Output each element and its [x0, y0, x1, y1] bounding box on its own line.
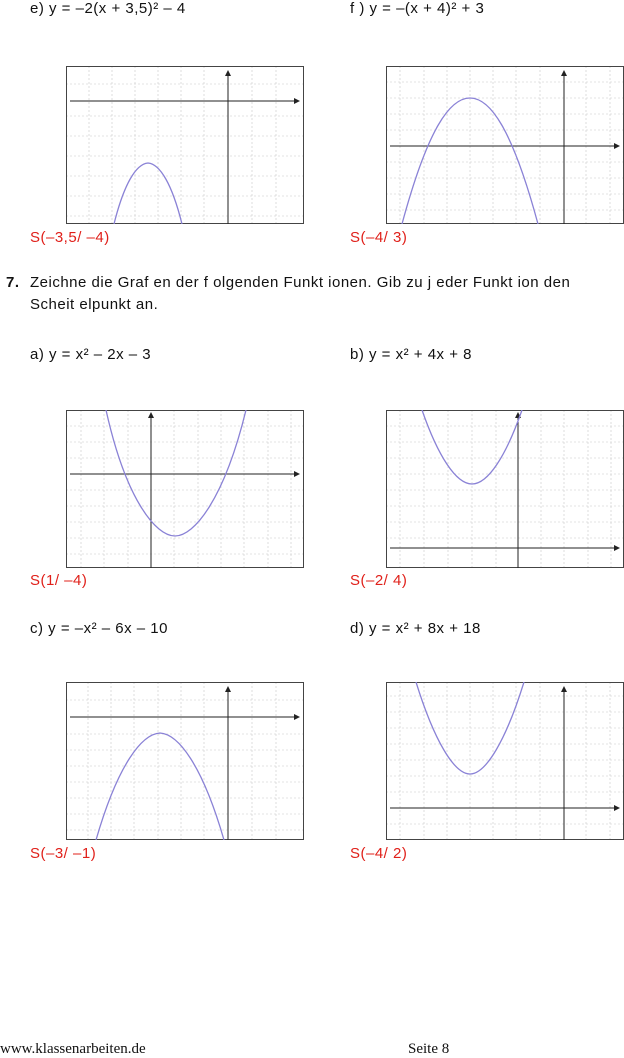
task-d-label: d) y = x² + 8x + 18: [350, 620, 481, 637]
grid: [66, 682, 304, 840]
answer-c: S(–3/ –1): [30, 845, 97, 862]
graph-a: [66, 410, 304, 568]
parabola-c: [96, 733, 224, 840]
footer-page: Seite 8: [408, 1041, 450, 1057]
graph-d: [386, 682, 624, 840]
graph-c: [66, 682, 304, 840]
grid: [386, 682, 624, 840]
graph-b: [386, 410, 624, 568]
task-f-label: f ) y = –(x + 4)² + 3: [350, 0, 485, 17]
answer-d: S(–4/ 2): [350, 845, 408, 862]
task-e-label: e) y = –2(x + 3,5)² – 4: [30, 0, 186, 17]
parabola-f: [402, 98, 538, 224]
answer-f: S(–4/ 3): [350, 229, 408, 246]
grid: [386, 410, 624, 568]
answer-b: S(–2/ 4): [350, 572, 408, 589]
footer-site: www.klassenarbeiten.de: [0, 1041, 146, 1057]
answer-a: S(1/ –4): [30, 572, 88, 589]
grid: [386, 66, 624, 224]
task-a-label: a) y = x² – 2x – 3: [30, 346, 152, 363]
task-b-label: b) y = x² + 4x + 8: [350, 346, 472, 363]
exercise-text-line2: Scheit elpunkt an.: [30, 296, 159, 313]
grid: [66, 410, 304, 568]
answer-e: S(–3,5/ –4): [30, 229, 110, 246]
grid: [66, 66, 304, 224]
graph-e: [66, 66, 304, 224]
parabola-a: [106, 410, 246, 536]
graph-f: [386, 66, 624, 224]
parabola-e: [114, 163, 182, 224]
task-c-label: c) y = –x² – 6x – 10: [30, 620, 168, 637]
exercise-text-line1: Zeichne die Graf en der f olgenden Funkt ionen. Gib zu j eder Funkt ion den: [30, 274, 571, 291]
exercise-number: 7.: [6, 274, 20, 291]
